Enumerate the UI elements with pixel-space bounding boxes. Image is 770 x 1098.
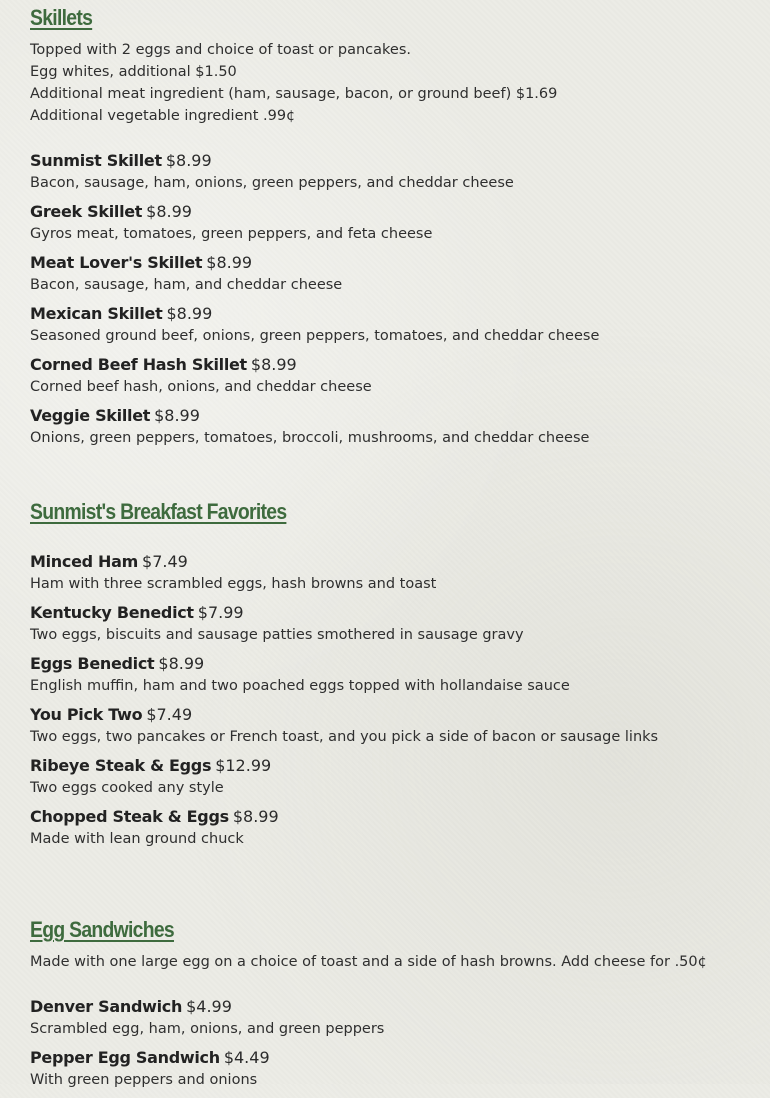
menu-item	[30, 1047, 707, 1091]
item-price: $8.99	[206, 253, 253, 272]
item-price: $7.49	[146, 705, 193, 724]
sandwiches-section	[30, 913, 707, 1098]
item-price: $8.99	[146, 202, 192, 221]
menu-item	[30, 252, 599, 296]
section-title-sandwiches: Egg Sandwiches	[30, 917, 174, 942]
item-description: Corned beef hash, onions, and cheddar cheese	[30, 379, 372, 395]
item-name: Denver Sandwich	[30, 997, 183, 1016]
sandwiches-intro: Made with one large egg on a choice of toast and a side of hash browns. Add cheese for .50¢	[30, 954, 707, 970]
item-description: English muffin, ham and two poached eggs topped with hollandaise sauce	[30, 678, 570, 694]
favorites-section	[30, 495, 658, 857]
item-price: $7.49	[142, 552, 188, 571]
item-price: $8.99	[158, 654, 205, 673]
item-description: With green peppers and onions	[30, 1072, 258, 1088]
item-description: Two eggs cooked any style	[30, 780, 224, 796]
item-name: Veggie Skillet	[30, 406, 151, 425]
menu-item	[30, 551, 658, 595]
item-price: $8.99	[250, 355, 297, 374]
item-price: $8.99	[165, 151, 212, 170]
item-description: Onions, green peppers, tomatoes, broccoli, mushrooms, and cheddar cheese	[30, 430, 590, 446]
item-price: $4.99	[186, 997, 232, 1016]
section-title-favorites: Sunmist's Breakfast Favorites	[30, 499, 287, 524]
sandwiches-list	[30, 996, 707, 1091]
item-price: $8.99	[154, 406, 200, 425]
menu-item	[30, 303, 599, 347]
item-price: $8.99	[232, 807, 279, 826]
item-name: Eggs Benedict	[30, 654, 155, 673]
item-name: Corned Beef Hash Skillet	[30, 355, 247, 374]
menu-item	[30, 405, 599, 449]
menu-item	[30, 806, 658, 850]
item-name: Meat Lover's Skillet	[30, 253, 203, 272]
item-price: $8.99	[166, 304, 213, 323]
skillets-list	[30, 150, 599, 449]
intro-line: Topped with 2 eggs and choice of toast or pancakes.	[30, 42, 411, 58]
item-description: Two eggs, biscuits and sausage patties smothered in sausage gravy	[30, 627, 524, 643]
item-name: Ribeye Steak & Eggs	[30, 756, 212, 775]
menu-item	[30, 755, 658, 799]
skillets-intro	[30, 39, 599, 127]
item-name: Chopped Steak & Eggs	[30, 807, 229, 826]
menu-item	[30, 150, 599, 194]
item-name: Minced Ham	[30, 552, 139, 571]
item-description: Bacon, sausage, ham, and cheddar cheese	[30, 277, 343, 293]
menu-item	[30, 996, 707, 1040]
menu-item	[30, 201, 599, 245]
item-name: Kentucky Benedict	[30, 603, 194, 622]
item-name: Greek Skillet	[30, 202, 143, 221]
intro-line: Additional meat ingredient (ham, sausage, bacon, or ground beef) $1.69	[30, 86, 558, 102]
menu-item	[30, 704, 658, 748]
menu-item	[30, 354, 599, 398]
section-title-skillets: Skillets	[30, 5, 93, 30]
favorites-list	[30, 551, 658, 850]
item-price: $12.99	[215, 756, 272, 775]
item-description: Ham with three scrambled eggs, hash browns and toast	[30, 576, 437, 592]
item-description: Gyros meat, tomatoes, green peppers, and feta cheese	[30, 226, 433, 242]
intro-line: Egg whites, additional $1.50	[30, 64, 237, 80]
item-name: Pepper Egg Sandwich	[30, 1048, 220, 1067]
item-description: Made with lean ground chuck	[30, 831, 244, 847]
item-price: $7.99	[197, 603, 244, 622]
item-description: Seasoned ground beef, onions, green peppers, tomatoes, and cheddar cheese	[30, 328, 600, 344]
item-name: Mexican Skillet	[30, 304, 163, 323]
item-name: Sunmist Skillet	[30, 151, 162, 170]
item-description: Two eggs, two pancakes or French toast, and you pick a side of bacon or sausage links	[30, 729, 659, 745]
item-name: You Pick Two	[30, 705, 143, 724]
item-description: Scrambled egg, ham, onions, and green peppers	[30, 1021, 385, 1037]
item-description: Bacon, sausage, ham, onions, green peppers, and cheddar cheese	[30, 175, 514, 191]
intro-line: Additional vegetable ingredient .99¢	[30, 108, 296, 124]
menu-item	[30, 653, 658, 697]
skillets-section	[30, 0, 599, 456]
item-price: $4.49	[223, 1048, 270, 1067]
menu-item	[30, 602, 658, 646]
